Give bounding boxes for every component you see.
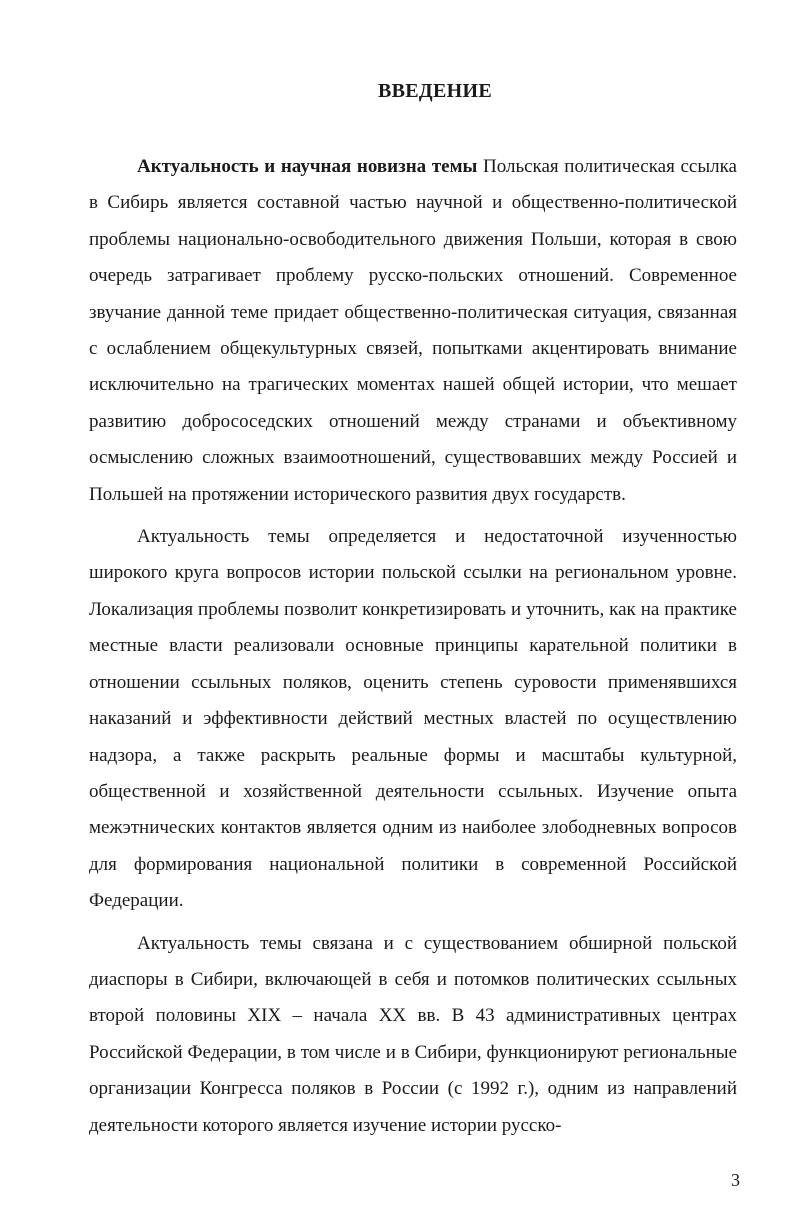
page-number: 3 xyxy=(731,1170,740,1190)
paragraph-1 xyxy=(89,149,737,513)
paragraph-2: Актуальность темы определяется и недостаточной изученностью широкого круга вопросов истории польской ссылки на региональном уровне. Локализация проблемы позволит конкретизировать и уточнить, как на практике местные власти реализовали основные принципы карательной политики в отношении ссыльных поляков, оценить степень суровости применявшихся наказаний и эффективности действий местных властей по осуществлению надзора, а также раскрыть реальные формы и масштабы культурной, общественной и хозяйственной деятельности ссыльных. Изучение опыта межэтнических контактов является одним из наиболее злободневных вопросов для формирования национальной политики в современной Российской Федерации. xyxy=(89,526,737,912)
paragraph-text: Польская политическая ссылка в Сибирь является составной частью научной и общественно-политической проблемы национально-освободительного движения Польши, которая в свою очередь затрагивает проблему русско-польских отношений. Современное звучание данной теме придает общественно-политическая ситуация, связанная с ослаблением общекультурных связей, попытками акцентировать внимание исключительно на трагических моментах нашей общей истории, что мешает развитию добрососедских отношений между странами и объективному осмыслению сложных взаимоотношений, существовавших между Россией и Польшей на протяжении исторического развития двух государств. xyxy=(89,156,737,505)
paragraph-3: Актуальность темы связана и с существованием обширной польской диаспоры в Сибири, включающей в себя и потомков политических ссыльных второй половины XIX – начала XX вв. В 43 административных центрах Российской Федерации, в том числе и в Сибири, функционируют региональные организации Конгресса поляков в России (с 1992 г.), одним из направлений деятельности которого является изучение истории русско- xyxy=(89,932,737,1136)
paragraph-lead: Актуальность и научная новизна темы xyxy=(137,156,478,177)
page-heading: ВВЕДЕНИЕ xyxy=(378,80,492,102)
body-text xyxy=(89,149,737,1144)
